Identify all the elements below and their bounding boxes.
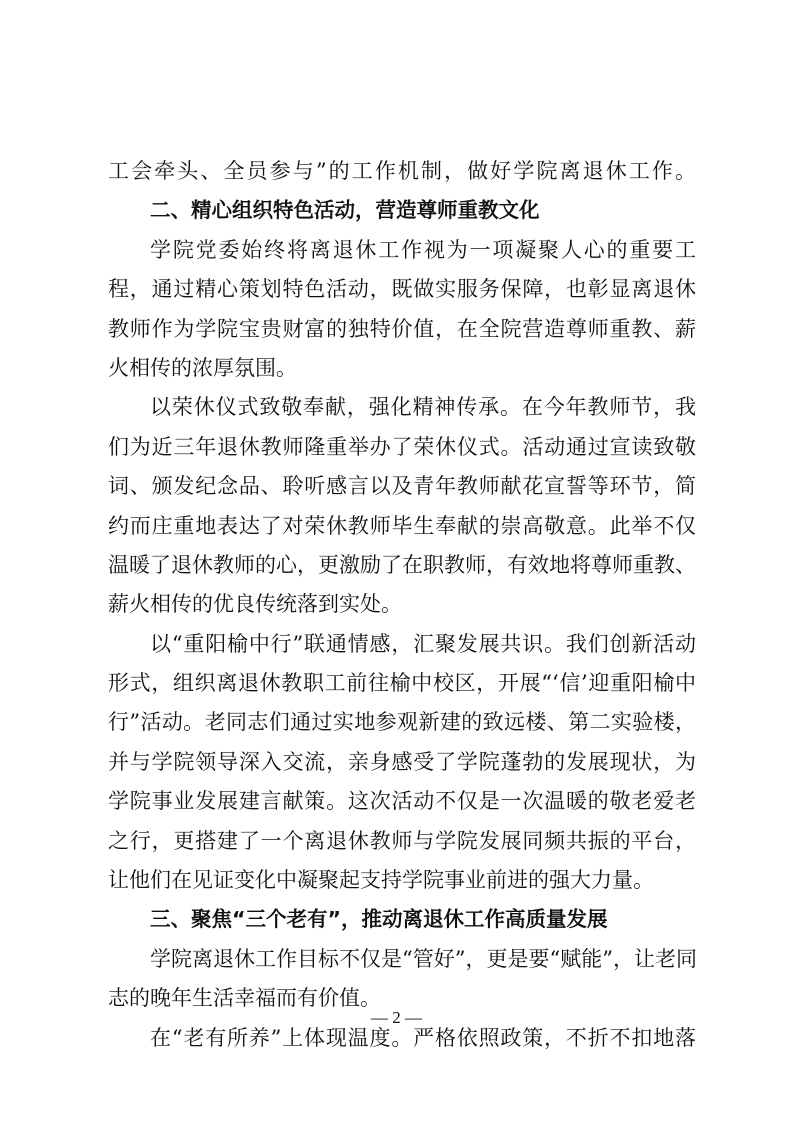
text-line: 并与学院领导深入交流，亲身感受了学院蓬勃的发展现状，为 [108, 749, 696, 774]
section-heading-2: 二、精心组织特色活动，营造尊师重教文化 [150, 198, 540, 223]
text-line: 以荣休仪式致敬奉献，强化精神传承。在今年教师节，我 [150, 395, 696, 420]
text-line: 工会牵头、全员参与”的工作机制，做好学院离退休工作。 [108, 159, 696, 183]
page-number: — 2 — [371, 1008, 422, 1027]
text-line: 们为近三年退休教师隆重举办了荣休仪式。活动通过宣读致敬 [108, 434, 696, 459]
text-line: 行”活动。老同志们通过实地参观新建的致远楼、第二实验楼， [108, 710, 696, 735]
text-line: 形式，组织离退休教职工前往榆中校区，开展“‘信’迎重阳榆中 [108, 671, 696, 696]
text-line: 在“老有所养”上体现温度。严格依照政策，不折不扣地落 [150, 1025, 696, 1050]
section-heading-3: 三、聚焦“三个老有”，推动离退休工作高质量发展 [150, 907, 608, 932]
text-line: 约而庄重地表达了对荣休教师毕生奉献的崇高敬意。此举不仅 [108, 513, 696, 538]
text-line: 志的晚年生活幸福而有价值。 [108, 986, 381, 1011]
text-line: 学院事业发展建言献策。这次活动不仅是一次温暖的敬老爱老 [108, 789, 696, 814]
text-line: 学院离退休工作目标不仅是“管好”，更是要“赋能”，让老同 [150, 946, 697, 971]
text-line: 让他们在见证变化中凝聚起支持学院事业前进的强大力量。 [108, 868, 654, 893]
text-line: 教师作为学院宝贵财富的独特价值，在全院营造尊师重教、薪 [108, 316, 696, 341]
text-line: 词、颁发纪念品、聆听感言以及青年教师献花宣誓等环节，简 [108, 474, 696, 499]
body-text [108, 152, 696, 1058]
text-line: 以“重阳榆中行”联通情感，汇聚发展共识。我们创新活动 [150, 631, 696, 656]
text-line: 之行，更搭建了一个离退休教师与学院发展同频共振的平台， [108, 828, 696, 853]
text-line: 学院党委始终将离退休工作视为一项凝聚人心的重要工 [150, 237, 696, 262]
text-line: 火相传的浓厚氛围。 [108, 355, 297, 380]
text-line: 温暖了退休教师的心，更激励了在职教师，有效地将尊师重教、 [108, 552, 696, 577]
text-line: 程，通过精心策划特色活动，既做实服务保障，也彰显离退休 [108, 277, 696, 302]
text-line: 薪火相传的优良传统落到实处。 [108, 592, 402, 617]
